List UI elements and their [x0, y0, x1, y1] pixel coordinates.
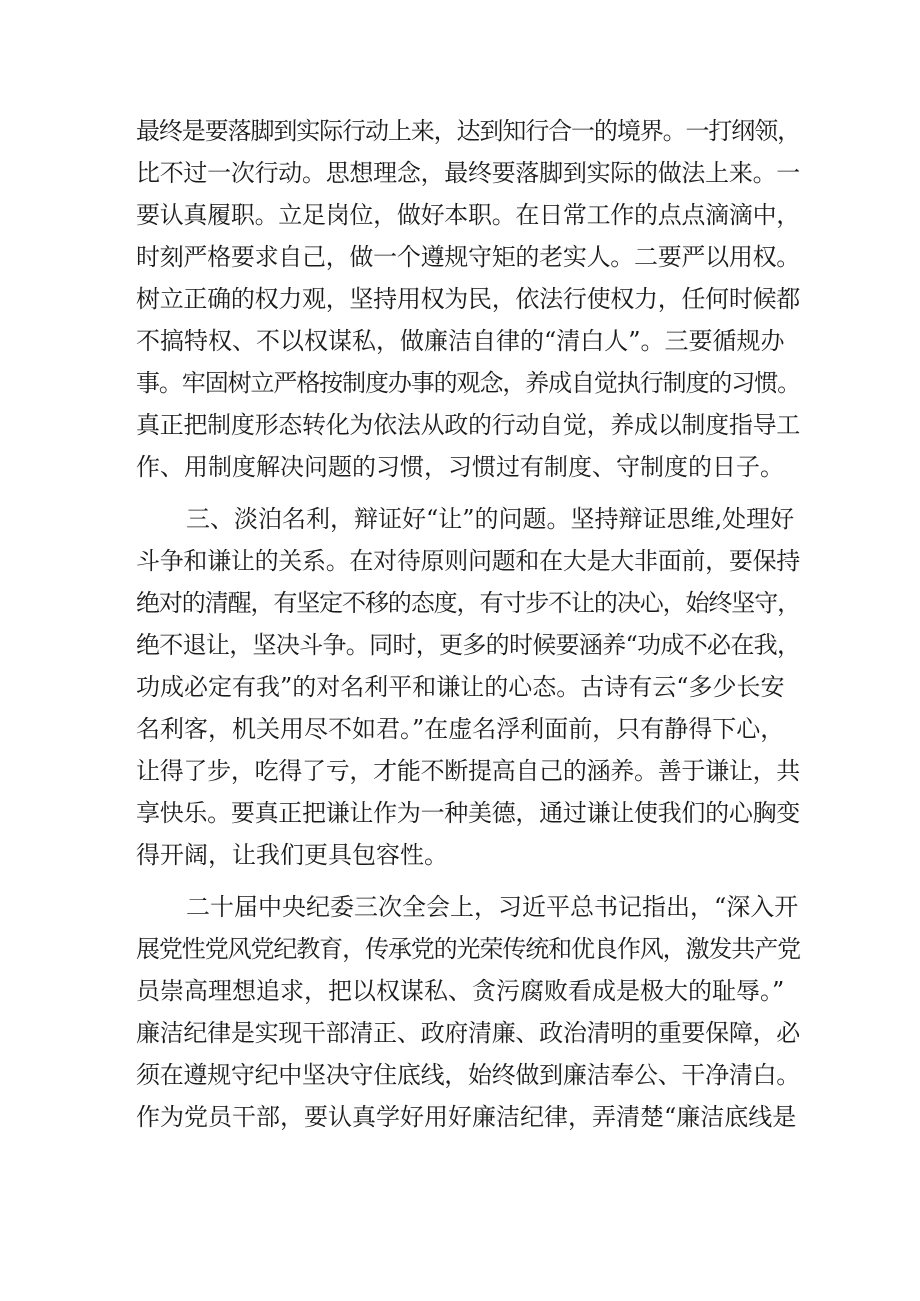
- paragraph-1-line-4: 时刻严格要求自己，做一个遵规守矩的老实人。二要严以用权。: [136, 243, 800, 271]
- paragraph-2-line-5: 功成必定有我”的对名利平和谦让的心态。古诗有云“多少长安: [136, 673, 785, 701]
- paragraph-3-line-3: 员崇高理想追求，把以权谋私、贪污腐败看成是极大的耻辱。”: [136, 977, 785, 1005]
- paragraph-3-line-2: 展党性党风党纪教育，传承党的光荣传统和优良作风，激发共产党: [136, 935, 800, 963]
- paragraph-2-line-3: 绝对的清醒，有坚定不移的态度，有寸步不让的决心，始终坚守，: [136, 589, 800, 617]
- paragraph-1-line-9: 作、用制度解决问题的习惯，习惯过有制度、守制度的日子。: [136, 453, 784, 481]
- paragraph-2-line-2: 斗争和谦让的关系。在对待原则问题和在大是大非面前，要保持: [136, 547, 800, 575]
- paragraph-3-line-6: 作为党员干部，要认真学好用好廉洁纪律，弄清楚“廉洁底线是: [136, 1103, 797, 1131]
- paragraph-1-line-3: 要认真履职。立足岗位，做好本职。在日常工作的点点滴滴中，: [136, 201, 800, 229]
- paragraph-2-line-6: 名利客，机关用尽不如君。”在虚名浮利面前，只有静得下心，: [136, 715, 785, 743]
- paragraph-1-line-1: 最终是要落脚到实际行动上来，达到知行合一的境界。一打纲领，: [136, 117, 800, 145]
- paragraph-1-line-6: 不搞特权、不以权谋私，做廉洁自律的“清白人”。三要循规办: [136, 327, 785, 355]
- paragraph-1-line-8: 真正把制度形态转化为依法从政的行动自觉，养成以制度指导工: [136, 411, 800, 439]
- paragraph-3-line-5: 须在遵规守纪中坚决守住底线，始终做到廉洁奉公、干净清白。: [136, 1061, 800, 1089]
- paragraph-2-line-4: 绝不退让，坚决斗争。同时，更多的时候要涵养“功成不必在我，: [136, 631, 801, 659]
- paragraph-3-line-1: 二十届中央纪委三次全会上，习近平总书记指出，“深入开: [186, 893, 799, 921]
- paragraph-1-line-2: 比不过一次行动。思想理念，最终要落脚到实际的做法上来。一: [136, 159, 800, 187]
- paragraph-2-line-7: 让得了步，吃得了亏，才能不断提高自己的涵养。善于谦让，共: [136, 757, 800, 785]
- paragraph-2-line-8: 享快乐。要真正把谦让作为一种美德，通过谦让使我们的心胸变: [136, 799, 800, 827]
- paragraph-2-line-9: 得开阔，让我们更具包容性。: [136, 841, 448, 869]
- paragraph-3-line-4: 廉洁纪律是实现干部清正、政府清廉、政治清明的重要保障，必: [136, 1019, 800, 1047]
- paragraph-1-line-7: 事。牢固树立严格按制度办事的观念，养成自觉执行制度的习惯。: [136, 369, 800, 397]
- paragraph-1-line-5: 树立正确的权力观，坚持用权为民，依法行使权力，任何时候都: [136, 285, 800, 313]
- paragraph-2-line-1: 三、淡泊名利，辩证好“让”的问题。坚持辩证思维,处理好: [186, 505, 795, 533]
